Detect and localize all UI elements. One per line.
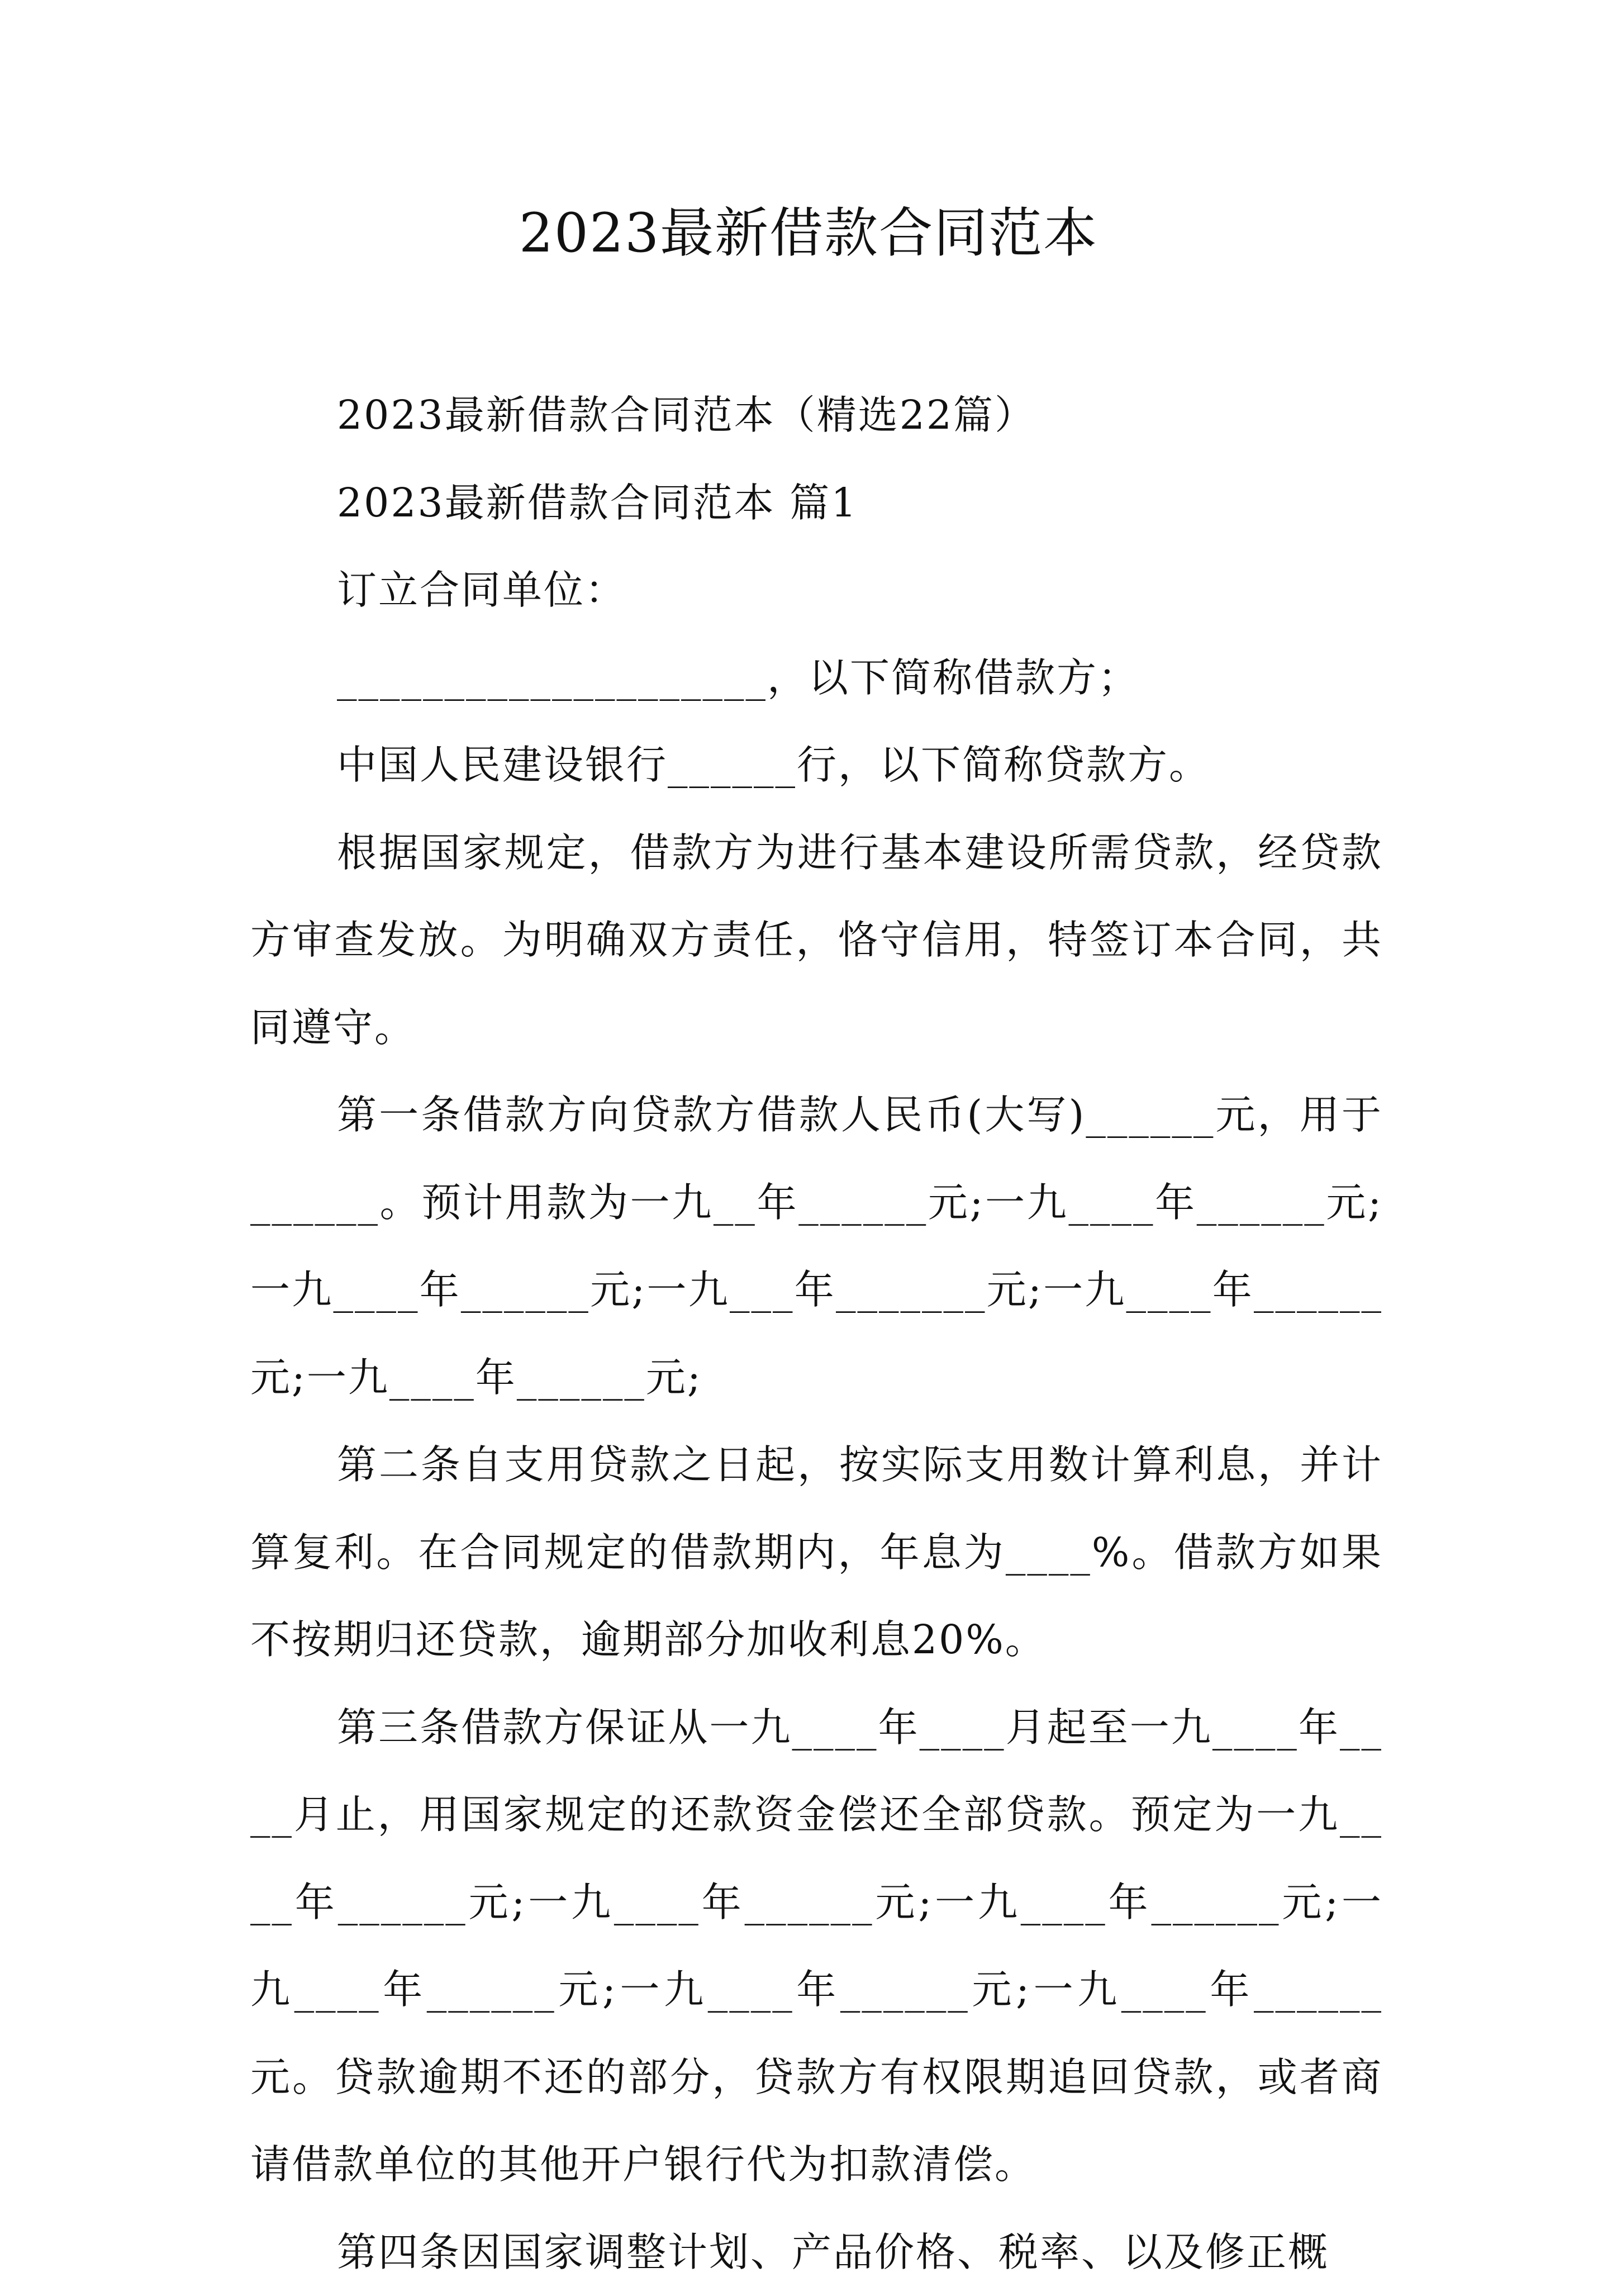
paragraph-article-3: 第三条借款方保证从一九____年____月起至一九____年____月止，用国家规定的还款资金偿还全部贷款。预定为一九____年______元;一九____年______元;一九____年______元;一九____年______元;一九____年______元;一九____年______元。贷款逾期不还的部分，贷款方有权限期追回贷款，或者商请借款单位的其他开户银行代为扣款清偿。 xyxy=(250,1684,1383,2209)
paragraph-subtitle: 2023最新借款合同范本（精选22篇） xyxy=(250,372,1383,459)
document-body xyxy=(250,372,1383,2296)
paragraph-borrower-line: ____________________，以下简称借款方； xyxy=(250,634,1383,722)
paragraph-contract-parties: 订立合同单位： xyxy=(250,547,1383,634)
paragraph-section-heading: 2023最新借款合同范本 篇1 xyxy=(250,459,1383,547)
paragraph-lender-line: 中国人民建设银行______行，以下简称贷款方。 xyxy=(250,722,1383,809)
paragraph-article-1: 第一条借款方向贷款方借款人民币(大写)______元，用于______。预计用款为一九__年______元;一九____年______元;一九____年______元;一九___年_______元;一九____年______元;一九____年______元; xyxy=(250,1071,1383,1421)
paragraph-preamble: 根据国家规定，借款方为进行基本建设所需贷款，经贷款方审查发放。为明确双方责任，恪守信用，特签订本合同，共同遵守。 xyxy=(250,809,1383,1072)
document-title: 2023最新借款合同范本 xyxy=(0,197,1617,269)
paragraph-article-2: 第二条自支用贷款之日起，按实际支用数计算利息，并计算复利。在合同规定的借款期内，年息为____%。借款方如果不按期归还贷款，逾期部分加收利息20%。 xyxy=(250,1421,1383,1684)
paragraph-article-4: 第四条因国家调整计划、产品价格、税率、以及修正概 xyxy=(250,2209,1383,2296)
